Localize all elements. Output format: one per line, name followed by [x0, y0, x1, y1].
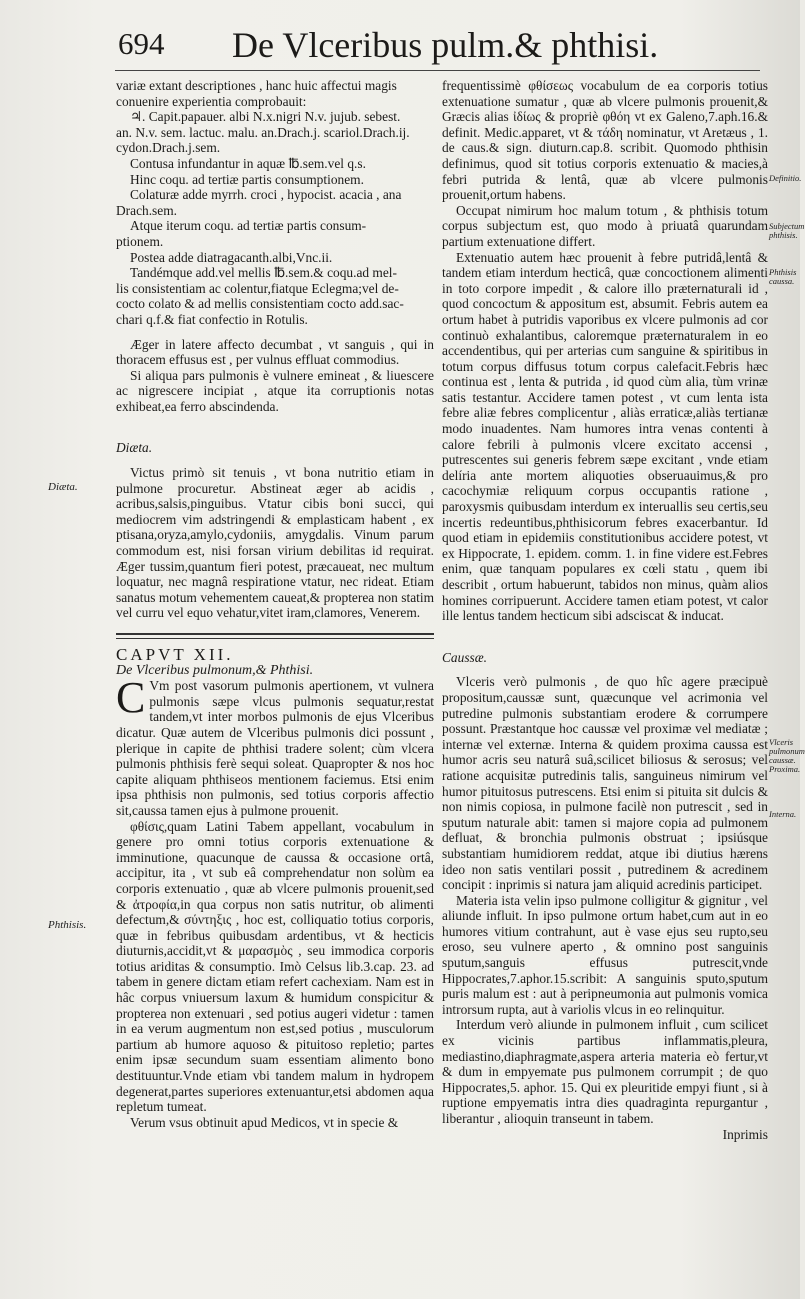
recipe-line: Postea adde diatragacanth.albi,Vnc.ii. — [130, 249, 333, 265]
page-number: 694 — [118, 26, 165, 61]
right-column — [442, 78, 768, 1142]
recipe-line: Tandémque add.vel mellis ℔.sem.& coqu.ad mel- — [130, 265, 397, 281]
chapter-subtitle: De Vlceribus pulmonum,& Phthisi. — [116, 662, 314, 678]
paragraph-occupat: Occupat nimirum hoc malum totum , & phthisis totum corpus subjectum est, quo modo à priuatâ quarundam partium extenuatione differt. — [442, 202, 768, 249]
caussae-heading: Caussæ. — [442, 649, 488, 665]
paragraph-cum-post-text: Vm post vasorum pulmonis apertionem, vt vulnera pulmonis sæpe vlcus pulmonis sequatur,restat tandem,vt inter morbos pulmonis de ejus Vlceribus dicatur. Quæ autem de Vlceribus pulmonis dici possunt , plerique in capite de phthisi tradere solent; cùm vlcera pulmonis phthisis ferè sequi soleat. Quapropter & nos hoc capite aliquam phthiseos mentionem faciemus. Etsi enim ipsa phthisis non pulmonis, sed totius corporis affectio sit,caussa tamen ejus à pulmone prouenit. — [116, 678, 434, 818]
recipe-line: Contusa infundantur in aquæ ℔.sem.vel q.s. — [130, 155, 366, 171]
paragraph-extenuatio: Extenuatio autem hæc prouenit à febre putridâ,lentâ & tandem etiam interdum hecticâ, quæ concoctionem alimenti in toto corpore impedit , & calore illo præternaturali id , quod concoctum & appositum est, absumit. Febris autem ea ortum habet à putridis vaporibus ex vlcere pulmonis ad cor continuò exhalantibus, caloremque præternaturalem in eo accendentibus, qui per arterias cum sanguine & spiritibus in totum corpus diffusus totum corpus calefacit.Febris hæc continua est , lenta & putrida , id quod cùm alia, tùm vrinæ satis testantur. Accidere tamen potest , vt cum lenta ista febre aliæ febres complicentur , aliàs erraticæ,aliàs tertianæ modo inuadentes. Nam humores intra venas contenti à calore febrili à pulmonis vlcere excitato accensi , putrescentes sui generis febrem sæpe excitant , vnde etiam delíria ante mortem aliquoties obseruauimus,& pro cacochymiæ reliquum corpus occupantis ratione , paroxysmis quibusdam interdum ex interuallis seu certis,seu incertis redeuntibus,phthisicorum febres exacerbantur. Id quod etiam in epidemiis constitutionibus accidere potest, vt ex Hippocrate, 1. epidem. comm. 1. in fine videre est.Febres enim, quæ tanquam populares ex cœli statu , quem ibi describit , ortum habuerunt, tabidos non minus, quàm alios homines corripuerunt. Accidere tamen etiam potest, vt calor ille lentus tandem hecticum sibi adsciscat & inducat. — [442, 249, 768, 624]
recipe-line: ♃. Capit.papauer. albi N.x.nigri N.v. jujub. sebest. — [130, 109, 401, 125]
paragraph-phthisis: φθίσις,quam Latini Tabem appellant, vocabulum in genere pro omni totius corporis extenuatione & imminutione, quacunque de caussa & occasione ortâ, accipitur, ita , vt sub eâ comprehendatur non solùm ea corporis extenuatio , quæ ab vlcere pulmonis prouenit,sed & ἀτροφία,in qua corpus non satis nutritur, ob alimenti defectum,& σύντηξις , hoc est, colliquatio totius corporis, quæ in febribus quibusdam ardentibus, vt & hecticis diuturnis,accidit,vt & μαρασμὸς , seu immodica corporis totius ariditas & consumptio. Imò Celsus lib.3.cap. 23. ad tabem in genere dictam etiam refert cachexiam. Nam est in hâc corpus vniuersum laxum & humidum conspicitur & propterea non extenuari , sed potius augeri videtur : tamen in ea verum augmentum non est,sed potius , musculorum partium ab humore aquoso & pituitoso repletio; partes enim ipsæ secundum suam essentiam alimento bono destituuntur.Vnde etiam vbi tandem malum in hydropem degenerat,partes superiores extenuantur,etsi abdomen aqua repletum tumeat. — [116, 818, 434, 1115]
recipe-line: Drach.sem. — [116, 202, 177, 218]
recipe-line: ptionem. — [116, 233, 164, 249]
paragraph-frequentissime: frequentissimè φθίσεως vocabulum de ea corporis totius extenuatione sumatur , quæ ab vlcere pulmonis prouenit,& Græcis alias ἰδίως & propriè φθόη vt ex Galeno,7.aph.16.& definit. Medic.apparet, vt & τάδη nominatur, vt Aretæus , 1. de caus.& sign. diuturn.cap.8. scribit. Quomodo phthisin definimus, quod sit totius corporis extenuatio & macies,à febri putrida & lentâ, quæ ab vlcere pulmonis prouenit,ortum habens. — [442, 78, 768, 203]
diaeta-heading: Diæta. — [116, 440, 153, 456]
recipe-line: conuenire experientia comprobauit: — [116, 93, 307, 109]
margin-note-phthisis-caussa: Phthisis caussa. — [769, 267, 797, 286]
paragraph-vlceris: Vlceris verò pulmonis , de quo hîc agere præcipuè propositum,caussæ sunt, quæcunque vel acrimonia vel putredine pulmonis substantiam erodere & corrumpere possunt. Præstantque hoc caussæ vel proximæ vel mediatæ ; internæ vel externæ. Interna & quidem proxima caussa est humor acris seu naturâ suâ,scilicet biliosus & serosus; vel ratione acquisitæ putredinis talis, sanguineus nimirum vel humor pituitosus putrescens. Etsi enim si pituita sit dulcis & non nimis copiosa, in pulmone facilè non putrescit , sed in sputum naturale abit: tamen si majore copia ad pulmonem defluat, & bronchia pulmonis obstruat ; ipsiúsque substantiam humidiorem reddat, atque ibi diutius hærens ideo non satis ventilari possit , putredinem & acredinem concipit : inprimis si natura jam aliquid acredinis participet. — [442, 674, 768, 893]
recipe-line: Atque iterum coqu. ad tertiæ partis consum- — [130, 218, 367, 234]
recipe-line: lis consistentiam ac colentur,fiatque Eclegma;vel de- — [116, 280, 399, 296]
margin-note-definitio: Definitio. — [769, 173, 802, 183]
recipe-line: cocto colato & ad mellis consistentiam cocto add.sac- — [116, 296, 404, 312]
recipe-line: Hinc coqu. ad tertiæ partis consumptionem. — [130, 171, 364, 187]
recipe-block — [116, 78, 434, 328]
paragraph-aeger: Æger in latere affecto decumbat , vt sanguis , qui in thoracem effusus est , per vulnus effluat commodius. — [116, 336, 434, 368]
running-head: De Vlceribus pulm.& phthisi. — [232, 25, 659, 65]
margin-note-phthisis: Phthisis. — [48, 919, 87, 931]
recipe-line: chari q.f.& fiat confectio in Rotulis. — [116, 311, 308, 327]
paragraph-victus: Victus primò sit tenuis , vt bona nutritio etiam in pulmone procuretur. Abstineat æger ab acidis , acribus,salsis,pinguibus. Vtatur cibis boni succi, qui mediocrem vim adstringendi & emplasticam habent , ex ptisana,oryza,amylo,cydoniis, amygdalis. Vinum parum commodum est, nisi forsan virium debilitas id requirat. Æger tussim,quantum fieri potest, præcaueat, nec multum loquatur, nec magnâ respiratione vtatur, nec rideat. Etiam sanatus motum vehementem caueat,& propterea non statim vel curru vel equo vehatur,vitet iram,clamores, Venerem. — [116, 465, 434, 621]
paragraph-si-aliqua: Si aliqua pars pulmonis è vulnere emineat , & liuescere ac nigrescere incipiat , atque ita corruptionis notas exhibeat,ea ferro abscindenda. — [116, 367, 434, 414]
header-rule — [115, 70, 760, 71]
margin-note-diaeta: Diæta. — [48, 481, 78, 493]
recipe-line: an. N.v. sem. lactuc. malu. an.Drach.j. scariol.Drach.ij. — [116, 124, 410, 140]
recipe-line: variæ extant descriptiones , hanc huic affectui magis — [116, 78, 397, 93]
paragraph-materia: Materia ista velin ipso pulmone colligitur & gignitur , vel aliunde influit. In ipso pulmone ortum habet,cum aut in eo humores vitium contrahunt, aut è vase ejus seu rupto,seu eroso, seu vulnere aperto , & omnino post sanguinis sputum,sanguis effusus putrescit,vnde Hippocrates,7.aphor.15.scribit: A sanguinis sputo,sputum puris malum est : aut à peripneumonia aut pulmonis vomica introrsum rupta, aut à variolis vlcus in eo relinquitur. — [442, 892, 768, 1017]
margin-note-subjectum: Subjectum phthisis. — [769, 221, 805, 240]
left-column — [116, 78, 434, 1130]
chapter-title: CAPVT XII. — [116, 645, 234, 664]
recipe-line: cydon.Drach.j.sem. — [116, 140, 221, 156]
paragraph-cum-post — [116, 673, 434, 818]
catchword: Inprimis — [722, 1126, 768, 1142]
recipe-line: Colaturæ adde myrrh. croci , hypocist. acacia , ana — [130, 187, 402, 203]
paragraph-verum: Verum vsus obtinuit apud Medicos, vt in specie & — [130, 1114, 399, 1130]
chapter-rule — [116, 633, 434, 639]
paragraph-interdum: Interdum verò aliunde in pulmonem influit , cum scilicet ex vicinis partibus inflammatis,pleura, mediastino,diaphragmate,aspera arteria materia eò fertur,vt & dum in empyemate pus pulmonem corrumpit ; de quo Hippocrates,5. aphor. 15. Qui ex pleuritide empyi fiunt , si à ruptione empyematis intra dies quadraginta repurgantur , liberantur , alioquin transeunt in tabem. — [442, 1017, 768, 1126]
margin-note-interna: Interna. — [769, 809, 797, 819]
margin-note-vlceris-pulmonum: Vlceris pulmonum caussæ. Proxima. — [769, 737, 805, 774]
drop-cap: C — [116, 673, 146, 723]
